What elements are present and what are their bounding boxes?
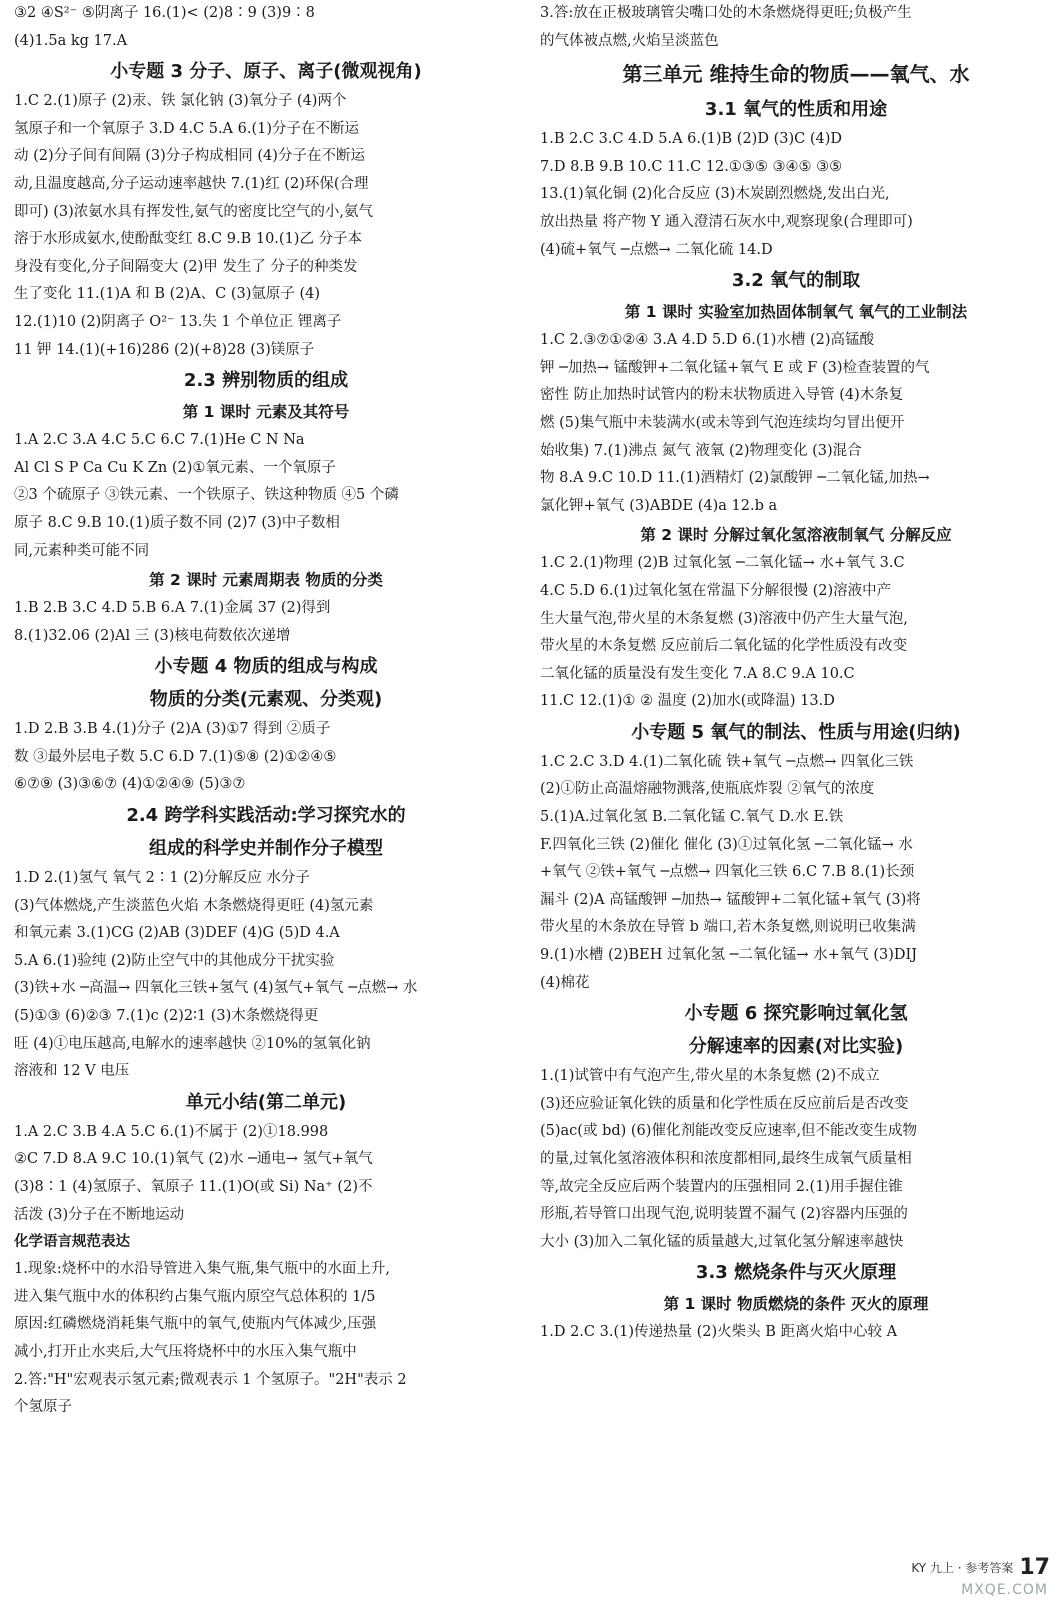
- answer-line: (4)1.5a kg 17.A: [14, 32, 128, 49]
- answer-line: 同,元素种类可能不同: [14, 542, 150, 559]
- answer-line: 1.(1)试管中有气泡产生,带火星的木条复燃 (2)不成立: [540, 1068, 880, 1085]
- left-column: [14, 0, 518, 1422]
- answer-line: 13.(1)氧化铜 (2)化合反应 (3)木炭剧烈燃烧,发出白光,: [540, 186, 890, 203]
- answer-line: 1.C 2.(1)原子 (2)汞、铁 氯化钠 (3)氧分子 (4)两个: [14, 93, 347, 110]
- section-heading: 小专题 5 氧气的制法、性质与用途(归纳): [631, 721, 961, 743]
- answer-line: 生大量气泡,带火星的木条复燃 (3)溶液中仍产生大量气泡,: [540, 610, 908, 627]
- answer-line: ②3 个硫原子 ③铁元素、一个铁原子、铁这种物质 ④5 个磷: [14, 487, 399, 504]
- section-heading: 小专题 4 物质的组成与构成: [154, 656, 378, 678]
- section-heading: 单元小结(第二单元): [185, 1091, 347, 1113]
- answer-line: 的气体被点燃,火焰呈淡蓝色: [540, 32, 719, 49]
- answer-line: 1.D 2.B 3.B 4.(1)分子 (2)A (3)①7 得到 ②质子: [14, 721, 331, 738]
- answer-line: ②C 7.D 8.A 9.C 10.(1)氧气 (2)水 ─通电→ 氢气+氧气: [14, 1151, 373, 1168]
- answer-line: 形瓶,若导管口出现气泡,说明装置不漏气 (2)容器内压强的: [540, 1206, 908, 1223]
- answer-line: 漏斗 (2)A 高锰酸钾 ─加热→ 锰酸钾+二氧化锰+氧气 (3)将: [540, 891, 921, 908]
- answer-line: 12.(1)10 (2)阴离子 O²⁻ 13.失 1 个单位正 锂离子: [14, 313, 342, 330]
- section-heading: 2.4 跨学科实践活动:学习探究水的: [126, 805, 406, 827]
- answer-line: (5)①③ (6)②③ 7.(1)c (2)2∶1 (3)木条燃烧得更: [14, 1008, 319, 1025]
- answer-line: 动,且温度越高,分子运动速率越快 7.(1)红 (2)环保(合理: [14, 175, 369, 192]
- answer-line: Al Cl S P Ca Cu K Zn (2)①氧元素、一个氧原子: [14, 459, 336, 476]
- answer-line: 身没有变化,分子间隔变大 (2)甲 发生了 分子的种类发: [14, 258, 358, 275]
- answer-line: 原因:红磷燃烧消耗集气瓶中的氧气,使瓶内气体减少,压强: [14, 1316, 377, 1333]
- answer-line: 大小 (3)加入二氧化锰的质量越大,过氧化氢分解速率越快: [540, 1233, 904, 1250]
- answer-line: 3.答:放在正极玻璃管尖嘴口处的木条燃烧得更旺;负极产生: [540, 5, 912, 21]
- page-footer: [911, 1555, 1050, 1580]
- answer-line: 等,故完全反应后两个装置内的压强相同 2.(1)用手握住锥: [540, 1178, 903, 1195]
- answer-line: 放出热量 将产物 Y 通入澄清石灰水中,观察现象(合理即可): [540, 213, 913, 230]
- answer-line: F.四氧化三铁 (2)催化 催化 (3)①过氧化氢 ─二氧化锰→ 水: [540, 836, 913, 853]
- answer-line: (3)还应验证氧化铁的质量和化学性质在反应前后是否改变: [540, 1095, 909, 1112]
- section-heading: 物质的分类(元素观、分类观): [149, 689, 383, 711]
- answer-line: (3)气体燃烧,产生淡蓝色火焰 木条燃烧得更旺 (4)氢元素: [14, 897, 374, 914]
- answer-line: 11.C 12.(1)① ② 温度 (2)加水(或降温) 13.D: [540, 693, 835, 710]
- answer-line: 1.A 2.C 3.A 4.C 5.C 6.C 7.(1)He C N Na: [14, 432, 305, 449]
- answer-line: (5)ac(或 bd) (6)催化剂能改变反应速率,但不能改变生成物: [540, 1123, 918, 1140]
- lesson-heading: 第 1 课时 元素及其符号: [182, 403, 350, 422]
- answer-line: (2)①防止高温熔融物溅落,使瓶底炸裂 ②氧气的浓度: [540, 781, 875, 798]
- answer-line: 5.A 6.(1)验纯 (2)防止空气中的其他成分干扰实验: [14, 952, 335, 969]
- page-number: 17: [1019, 1555, 1050, 1580]
- answer-line: 1.C 2.C 3.D 4.(1)二氧化硫 铁+氧气 ─点燃→ 四氧化三铁: [540, 753, 914, 770]
- answer-line: 原子 8.C 9.B 10.(1)质子数不同 (2)7 (3)中子数相: [14, 514, 340, 531]
- answer-line: 数 ③最外层电子数 5.C 6.D 7.(1)⑤⑧ (2)①②④⑤: [14, 748, 337, 765]
- answer-line: 进入集气瓶中水的体积约占集气瓶内原空气总体积的 1/5: [14, 1288, 376, 1305]
- answer-line: 1.D 2.C 3.(1)传递热量 (2)火柴头 B 距离火焰中心较 A: [540, 1324, 898, 1341]
- answer-line: 即可) (3)浓氨水具有挥发性,氨气的密度比空气的小,氨气: [14, 203, 374, 220]
- section-heading: 3.2 氧气的制取: [731, 270, 861, 292]
- answer-line: 钾 ─加热→ 锰酸钾+二氧化锰+氧气 E 或 F (3)检查装置的气: [540, 359, 930, 376]
- answer-line: 溶于水形成氨水,使酚酞变红 8.C 9.B 10.(1)乙 分子本: [14, 231, 363, 248]
- answer-line: ⑥⑦⑨ (3)③⑥⑦ (4)①②④⑨ (5)③⑦: [14, 776, 246, 793]
- lesson-heading: 第 1 课时 实验室加热固体制氧气 氧气的工业制法: [624, 303, 968, 322]
- answer-line: 7.D 8.B 9.B 10.C 11.C 12.①③⑤ ③④⑤ ③⑤: [540, 158, 843, 175]
- lesson-heading: 第 1 课时 物质燃烧的条件 灭火的原理: [663, 1295, 929, 1314]
- answer-line: 减小,打开止水夹后,大气压将烧杯中的水压入集气瓶中: [14, 1343, 357, 1360]
- answer-line: 8.(1)32.06 (2)Al 三 (3)核电荷数依次递增: [14, 627, 291, 644]
- answer-line: 和氧元素 3.(1)CG (2)AB (3)DEF (4)G (5)D 4.A: [14, 925, 340, 942]
- answer-line: 氯化钾+氧气 (3)ABDE (4)a 12.b a: [540, 497, 778, 514]
- answer-line: 燃 (5)集气瓶中未装满水(或未等到气泡连续均匀冒出便开: [540, 414, 905, 431]
- answer-line: 带火星的木条放在导管 b 端口,若木条复燃,则说明已收集满: [540, 919, 916, 936]
- answer-line: 的量,过氧化氢溶液体积和浓度都相同,最终生成氧气质量相: [540, 1151, 912, 1167]
- footer-label: KY 九上 · 参考答案: [911, 1561, 1014, 1575]
- answer-line: (3)铁+水 ─高温→ 四氧化三铁+氢气 (4)氢气+氧气 ─点燃→ 水: [14, 980, 418, 997]
- section-heading: 小专题 6 探究影响过氧化氢: [684, 1003, 908, 1025]
- answer-line: 动 (2)分子间有间隔 (3)分子构成相同 (4)分子在不断运: [14, 148, 365, 165]
- answer-line: 11 钾 14.(1)(+16)286 (2)(+8)28 (3)镁原子: [14, 341, 315, 358]
- section-heading: 分解速率的因素(对比实验): [688, 1036, 904, 1058]
- answer-line: 1.B 2.B 3.C 4.D 5.B 6.A 7.(1)金属 37 (2)得到: [14, 600, 331, 617]
- answer-line: 生了变化 11.(1)A 和 B (2)A、C (3)氩原子 (4): [14, 286, 321, 303]
- answer-line: 旺 (4)①电压越高,电解水的速率越快 ②10%的氢氧化钠: [14, 1035, 371, 1052]
- answer-line: 物 8.A 9.C 10.D 11.(1)酒精灯 (2)氯酸钾 ─二氧化锰,加热→: [540, 470, 930, 487]
- section-heading: 3.3 燃烧条件与灭火原理: [695, 1262, 897, 1284]
- answer-line: 始收集) 7.(1)沸点 氮气 液氧 (2)物理变化 (3)混合: [540, 442, 862, 459]
- section-heading: 2.3 辨别物质的组成: [183, 370, 349, 392]
- answer-line: 1.A 2.C 3.B 4.A 5.C 6.(1)不属于 (2)①18.998: [14, 1123, 329, 1140]
- answer-line: 个氢原子: [14, 1399, 72, 1416]
- answer-line: 二氧化锰的质量没有发生变化 7.A 8.C 9.A 10.C: [540, 665, 855, 682]
- section-heading: 组成的科学史并制作分子模型: [149, 838, 383, 860]
- lesson-heading: 第 2 课时 元素周期表 物质的分类: [149, 571, 383, 590]
- answer-line: 溶液和 12 V 电压: [14, 1063, 130, 1080]
- answer-line: +氧气 ②铁+氧气 ─点燃→ 四氧化三铁 6.C 7.B 8.(1)长颈: [540, 864, 915, 881]
- section-heading: 小专题 3 分子、原子、离子(微观视角): [110, 61, 422, 83]
- answer-line: 1.D 2.(1)氢气 氧气 2∶1 (2)分解反应 水分子: [14, 870, 310, 887]
- answer-line: (4)棉花: [540, 974, 590, 991]
- answer-line: 5.(1)A.过氧化氢 B.二氧化锰 C.氧气 D.水 E.铁: [540, 809, 844, 826]
- section-heading: 3.1 氧气的性质和用途: [704, 99, 888, 121]
- answer-line: 氢原子和一个氧原子 3.D 4.C 5.A 6.(1)分子在不断运: [14, 120, 360, 137]
- answer-line: 1.C 2.③⑦①②④ 3.A 4.D 5.D 6.(1)水槽 (2)高锰酸: [540, 332, 875, 349]
- answer-line: (3)8∶1 (4)氢原子、氧原子 11.(1)O(或 Si) Na⁺ (2)不: [14, 1179, 373, 1195]
- answer-line: 2.答:"H"宏观表示氢元素;微观表示 1 个氢原子。"2H"表示 2: [14, 1371, 407, 1388]
- answer-line: 密性 防止加热时试管内的粉末状物质进入导管 (4)木条复: [540, 387, 904, 404]
- unit-heading: 第三单元 维持生命的物质——氧气、水: [622, 62, 970, 87]
- answer-line: 带火星的木条复燃 反应前后二氧化锰的化学性质没有改变: [540, 638, 908, 655]
- answer-line: 9.(1)水槽 (2)BEH 过氧化氢 ─二氧化锰→ 水+氧气 (3)DIJ: [540, 947, 918, 964]
- subsection-label: 化学语言规范表达: [14, 1234, 130, 1251]
- answer-line: 1.现象:烧杯中的水沿导管进入集气瓶,集气瓶中的水面上升,: [14, 1261, 390, 1278]
- answer-line: 活泼 (3)分子在不断地运动: [14, 1206, 185, 1223]
- right-column: [540, 0, 1052, 1347]
- lesson-heading: 第 2 课时 分解过氧化氢溶液制氧气 分解反应: [640, 526, 952, 545]
- answer-line: 1.B 2.C 3.C 4.D 5.A 6.(1)B (2)D (3)C (4)D: [540, 131, 842, 148]
- answer-line: 1.C 2.(1)物理 (2)B 过氧化氢 ─二氧化锰→ 水+氧气 3.C: [540, 555, 905, 572]
- answer-line: (4)硫+氧气 ─点燃→ 二氧化硫 14.D: [540, 241, 773, 258]
- answer-line: 4.C 5.D 6.(1)过氧化氢在常温下分解很慢 (2)溶液中产: [540, 582, 892, 599]
- watermark: MXQE.COM: [961, 1582, 1048, 1598]
- answer-line: ③2 ④S²⁻ ⑤阴离子 16.(1)< (2)8∶9 (3)9∶8: [14, 5, 315, 21]
